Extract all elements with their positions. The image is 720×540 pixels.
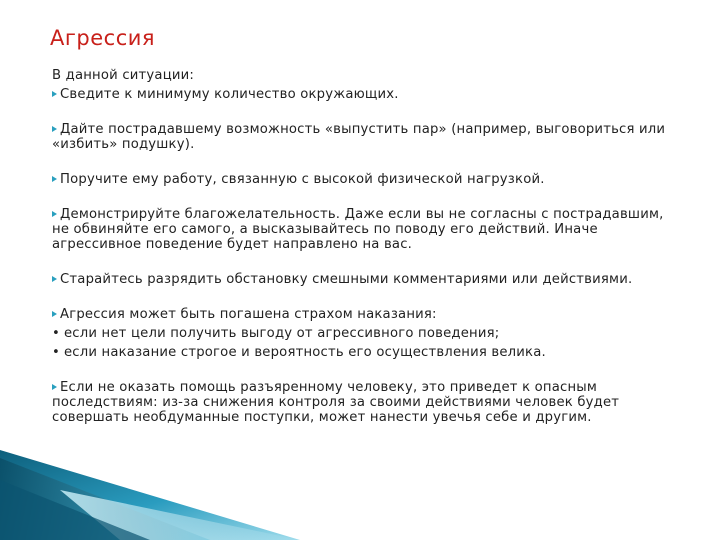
bullet-item bbox=[52, 122, 667, 152]
bullet-item bbox=[52, 380, 667, 425]
slide-body bbox=[52, 68, 667, 445]
sub-bullet: • bbox=[52, 326, 60, 341]
triangle-bullet-icon bbox=[52, 311, 57, 317]
triangle-bullet-icon bbox=[52, 176, 57, 182]
corner-decoration bbox=[0, 450, 300, 540]
sub-item bbox=[52, 326, 667, 341]
bullet-text: Если не оказать помощь разъяренному человеку, это приведет к опасным последствиям: из-за снижения контроля за своими действиями человек будет совершать необдуманные поступки, может нанести увечья себе и другим. bbox=[52, 380, 620, 425]
intro-text: В данной ситуации: bbox=[52, 68, 195, 83]
bullet-item bbox=[52, 87, 667, 102]
bullet-item bbox=[52, 307, 667, 322]
sub-item-text: если нет цели получить выгоду от агрессивного поведения; bbox=[63, 326, 500, 341]
triangle-bullet-icon bbox=[52, 126, 57, 132]
triangle-bullet-icon bbox=[52, 384, 57, 390]
bullet-text: Старайтесь разрядить обстановку смешными комментариями или действиями. bbox=[60, 272, 633, 287]
bullet-text: Дайте пострадавшему возможность «выпустить пар» (например, выговориться или «избить» подушку). bbox=[52, 122, 666, 152]
bullet-item bbox=[52, 272, 667, 287]
bullet-item bbox=[52, 172, 667, 187]
triangle-bullet-icon bbox=[52, 276, 57, 282]
bullet-text: Сведите к минимуму количество окружающих. bbox=[60, 87, 399, 102]
bullet-item bbox=[52, 207, 667, 252]
bullet-text: Демонстрируйте благожелательность. Даже если вы не согласны с пострадавшим, не обвиняйте его самого, а высказывайтесь по поводу его действий. Иначе агрессивное поведение будет направлено на вас. bbox=[52, 207, 664, 252]
sub-item-text: если наказание строгое и вероятность его осуществления велика. bbox=[63, 345, 546, 360]
bullet-text: Поручите ему работу, связанную с высокой физической нагрузкой. bbox=[60, 172, 545, 187]
sub-item bbox=[52, 345, 667, 360]
sub-bullet: • bbox=[52, 345, 60, 360]
triangle-bullet-icon bbox=[52, 91, 57, 97]
slide-title: Агрессия bbox=[50, 26, 156, 50]
triangle-bullet-icon bbox=[52, 211, 57, 217]
bullet-text: Агрессия может быть погашена страхом наказания: bbox=[60, 307, 437, 322]
